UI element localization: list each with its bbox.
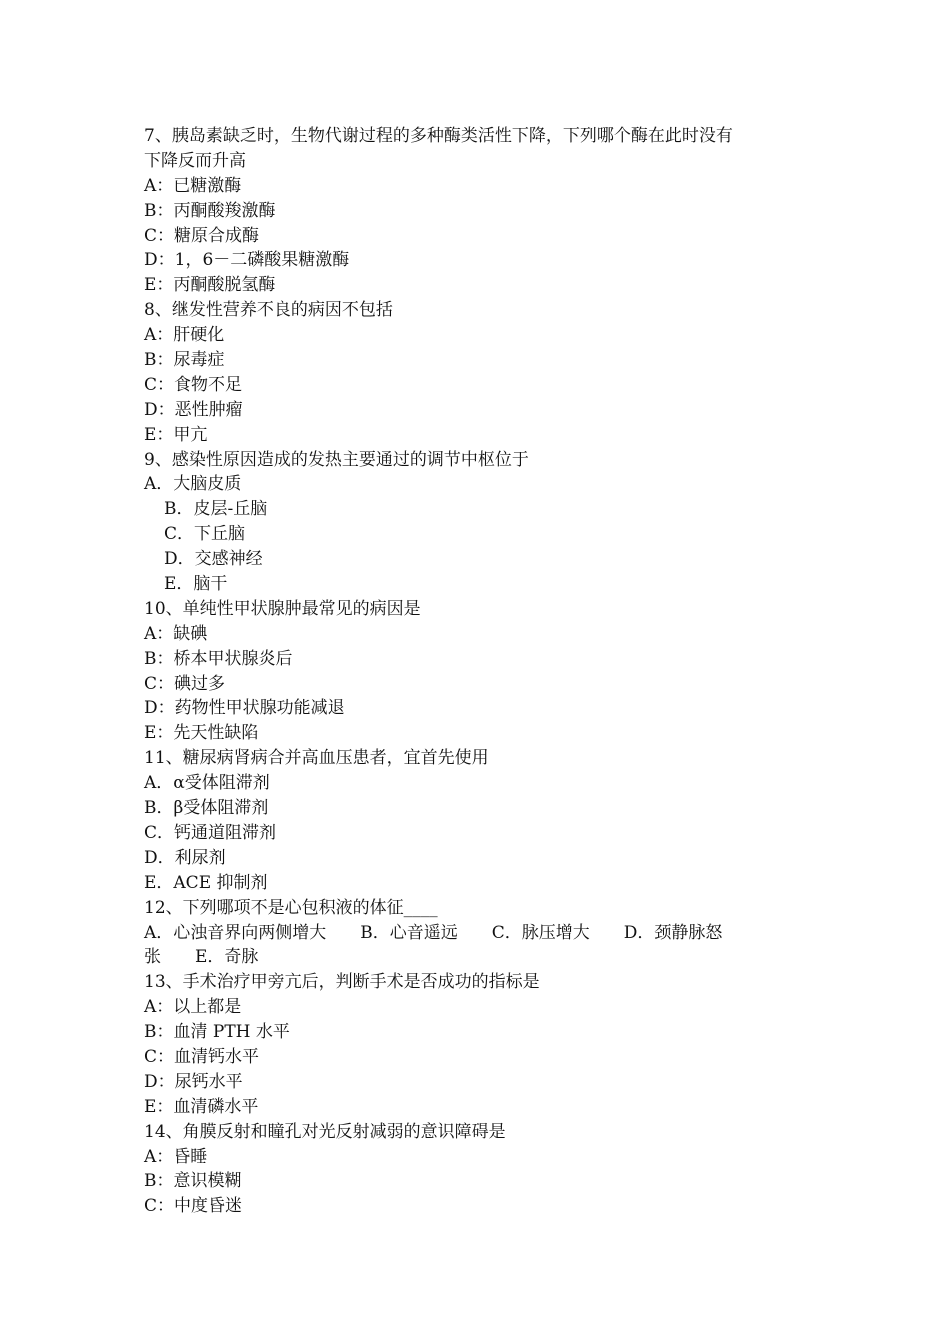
question-11-option-d: D．利尿剂 <box>144 847 226 868</box>
question-12-stem: 12、下列哪项不是心包积液的体征____ <box>144 897 438 918</box>
question-10-option-e: E：先天性缺陷 <box>144 723 259 744</box>
question-7-option-b: B：丙酮酸羧激酶 <box>144 200 276 221</box>
question-12-options-row1 <box>144 921 812 946</box>
question-11-option-e: E．ACE 抑制剂 <box>144 872 268 893</box>
question-8-option-a: A：肝硬化 <box>144 325 225 346</box>
question-12-option-d-wrap: 张 <box>144 947 161 968</box>
question-8-stem: 8、继发性营养不良的病因不包括 <box>144 300 393 321</box>
question-13-option-a: A：以上都是 <box>144 997 242 1018</box>
question-11-option-b: B．β受体阻滞剂 <box>144 798 269 819</box>
question-9-option-c: C．下丘脑 <box>164 524 246 545</box>
question-13-stem: 13、手术治疗甲旁亢后，判断手术是否成功的指标是 <box>144 972 540 993</box>
question-14-option-c: C：中度昏迷 <box>144 1196 243 1217</box>
question-8-option-c: C：食物不足 <box>144 374 243 395</box>
question-8-option-e: E：甲亢 <box>144 424 208 445</box>
question-14-stem: 14、角膜反射和瞳孔对光反射减弱的意识障碍是 <box>144 1121 506 1142</box>
question-7-stem-line1: 7、胰岛素缺乏时，生物代谢过程的多种酶类活性下降，下列哪个酶在此时没有 <box>144 126 733 146</box>
question-12-option-c: C．脉压增大 <box>491 922 590 943</box>
question-13-option-b: B：血清 PTH 水平 <box>144 1022 290 1043</box>
question-12-options-row2 <box>144 945 812 970</box>
question-10-option-d: D：药物性甲状腺功能减退 <box>144 698 345 719</box>
question-12-option-a: A．心浊音界向两侧增大 <box>144 922 327 943</box>
question-8-option-b: B：尿毒症 <box>144 350 225 371</box>
question-10-stem: 10、单纯性甲状腺肿最常见的病因是 <box>144 598 421 619</box>
question-13-option-c: C：血清钙水平 <box>144 1046 260 1067</box>
question-14-option-b: B：意识模糊 <box>144 1171 242 1192</box>
question-14-option-a: A：昏睡 <box>144 1146 208 1167</box>
question-9-option-e: E．脑干 <box>164 574 228 595</box>
question-7-stem-line2: 下降反而升高 <box>144 150 246 171</box>
question-7-option-d: D：1，6－二磷酸果糖激酶 <box>144 250 350 271</box>
question-11-option-c: C．钙通道阻滞剂 <box>144 822 277 843</box>
question-7-option-e: E：丙酮酸脱氢酶 <box>144 275 276 296</box>
question-10-option-b: B：桥本甲状腺炎后 <box>144 648 293 669</box>
question-7-option-c: C：糖原合成酶 <box>144 225 260 246</box>
question-10-option-c: C：碘过多 <box>144 673 226 694</box>
question-12-option-b: B．心音遥远 <box>360 922 458 943</box>
question-8-option-d: D：恶性肿瘤 <box>144 399 243 420</box>
question-13-option-e: E：血清磷水平 <box>144 1096 259 1117</box>
question-12-option-e: E．奇脉 <box>195 947 259 968</box>
question-9-stem: 9、感染性原因造成的发热主要通过的调节中枢位于 <box>144 449 529 470</box>
question-9-option-a: A．大脑皮质 <box>144 474 242 495</box>
question-7-option-a: A：已糖激酶 <box>144 175 242 196</box>
document-page <box>144 124 812 1219</box>
question-12-option-d: D．颈静脉怒 <box>623 922 723 943</box>
question-11-stem: 11、糖尿病肾病合并高血压患者，宜首先使用 <box>144 748 489 769</box>
question-13-option-d: D：尿钙水平 <box>144 1071 243 1092</box>
question-11-option-a: A．α受体阻滞剂 <box>144 773 270 794</box>
question-9-option-d: D．交感神经 <box>164 549 263 570</box>
question-10-option-a: A：缺碘 <box>144 623 208 644</box>
question-9-option-b: B．皮层-丘脑 <box>164 499 268 520</box>
